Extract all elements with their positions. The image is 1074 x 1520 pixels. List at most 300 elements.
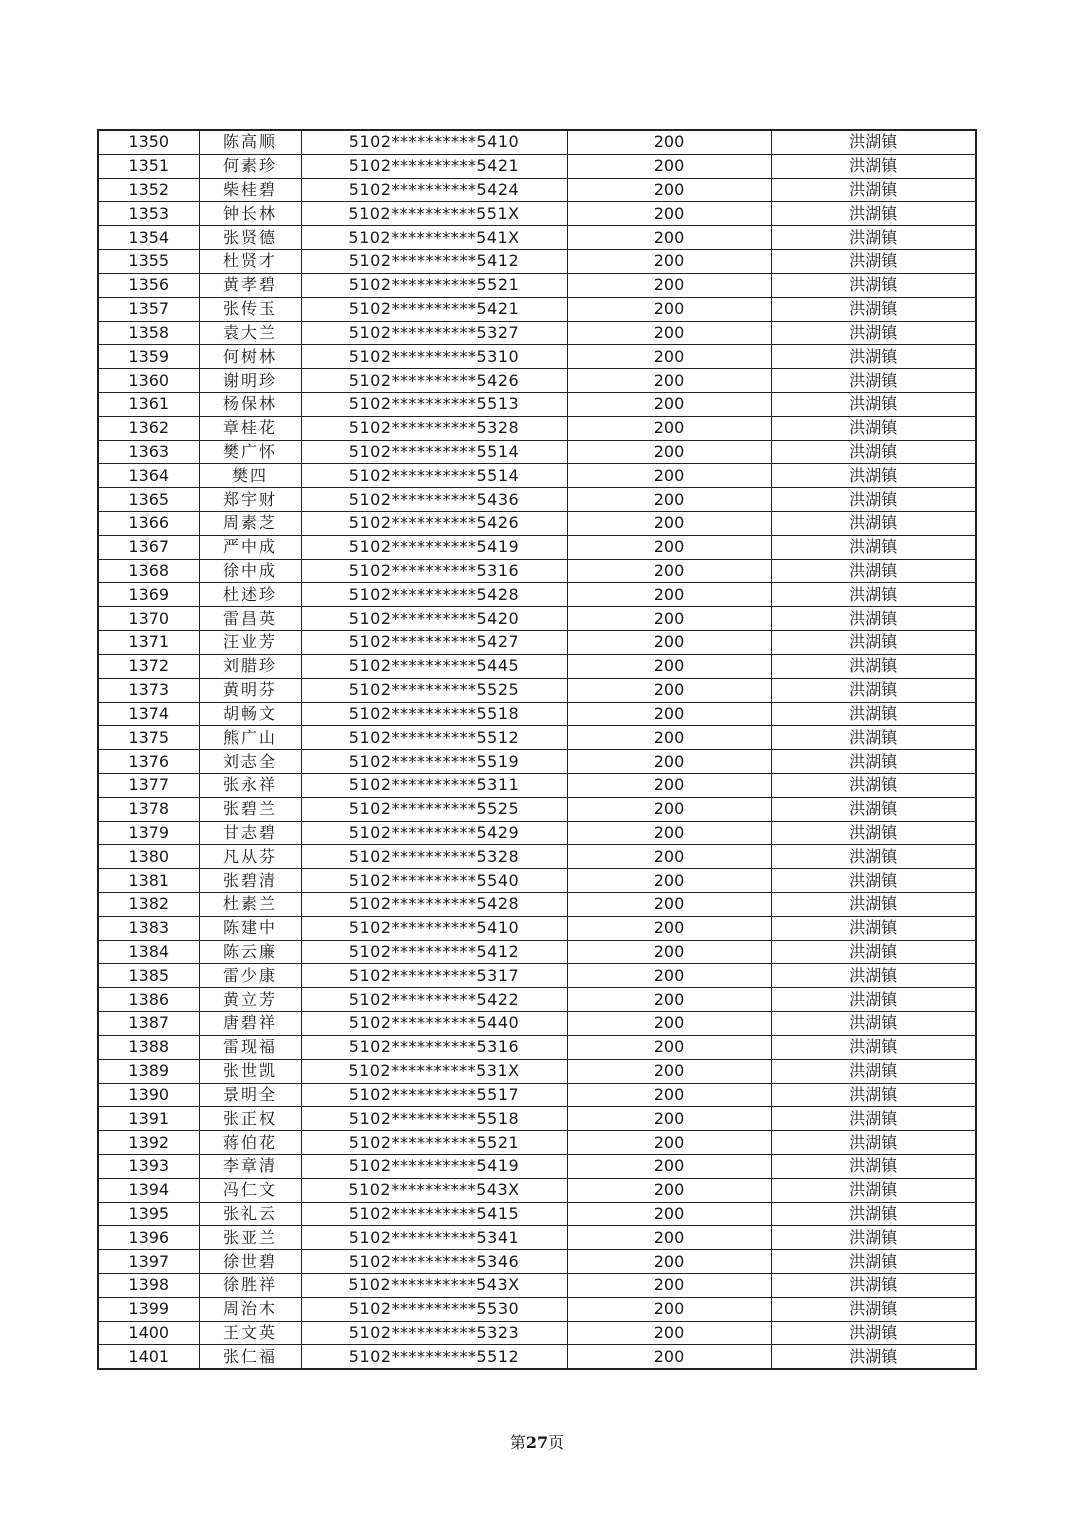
amount-cell: 200 bbox=[567, 678, 771, 702]
town-cell: 洪湖镇 bbox=[771, 488, 976, 512]
town-cell: 洪湖镇 bbox=[771, 226, 976, 250]
town-cell: 洪湖镇 bbox=[771, 1202, 976, 1226]
amount-cell: 200 bbox=[567, 845, 771, 869]
row-number-cell: 1394 bbox=[98, 1178, 199, 1202]
amount-cell: 200 bbox=[567, 1035, 771, 1059]
town-cell: 洪湖镇 bbox=[771, 1274, 976, 1298]
amount-cell: 200 bbox=[567, 750, 771, 774]
table-row bbox=[98, 1154, 976, 1178]
table-row bbox=[98, 345, 976, 369]
id-number-cell: 5102**********5512 bbox=[301, 726, 567, 750]
town-cell: 洪湖镇 bbox=[771, 678, 976, 702]
row-number-cell: 1351 bbox=[98, 154, 199, 178]
name-cell: 杜贤才 bbox=[199, 250, 301, 274]
name-cell: 张世凯 bbox=[199, 1059, 301, 1083]
name-cell: 雷现福 bbox=[199, 1035, 301, 1059]
row-number-cell: 1372 bbox=[98, 654, 199, 678]
town-cell: 洪湖镇 bbox=[771, 583, 976, 607]
town-cell: 洪湖镇 bbox=[771, 416, 976, 440]
id-number-cell: 5102**********5514 bbox=[301, 440, 567, 464]
row-number-cell: 1379 bbox=[98, 821, 199, 845]
name-cell: 唐碧祥 bbox=[199, 1012, 301, 1036]
row-number-cell: 1399 bbox=[98, 1297, 199, 1321]
id-number-cell: 5102**********5415 bbox=[301, 1202, 567, 1226]
id-number-cell: 5102**********5525 bbox=[301, 678, 567, 702]
id-number-cell: 5102**********5341 bbox=[301, 1226, 567, 1250]
amount-cell: 200 bbox=[567, 1083, 771, 1107]
row-number-cell: 1370 bbox=[98, 607, 199, 631]
amount-cell: 200 bbox=[567, 1012, 771, 1036]
id-number-cell: 5102**********5440 bbox=[301, 1012, 567, 1036]
id-number-cell: 5102**********5525 bbox=[301, 797, 567, 821]
town-cell: 洪湖镇 bbox=[771, 130, 976, 154]
row-number-cell: 1388 bbox=[98, 1035, 199, 1059]
row-number-cell: 1358 bbox=[98, 321, 199, 345]
table-row bbox=[98, 154, 976, 178]
row-number-cell: 1363 bbox=[98, 440, 199, 464]
name-cell: 张仁福 bbox=[199, 1345, 301, 1369]
name-cell: 严中成 bbox=[199, 535, 301, 559]
row-number-cell: 1390 bbox=[98, 1083, 199, 1107]
name-cell: 樊四 bbox=[199, 464, 301, 488]
id-number-cell: 5102**********5518 bbox=[301, 1107, 567, 1131]
town-cell: 洪湖镇 bbox=[771, 631, 976, 655]
amount-cell: 200 bbox=[567, 226, 771, 250]
row-number-cell: 1387 bbox=[98, 1012, 199, 1036]
amount-cell: 200 bbox=[567, 916, 771, 940]
row-number-cell: 1401 bbox=[98, 1345, 199, 1369]
town-cell: 洪湖镇 bbox=[771, 964, 976, 988]
table-row bbox=[98, 607, 976, 631]
row-number-cell: 1398 bbox=[98, 1274, 199, 1298]
town-cell: 洪湖镇 bbox=[771, 1035, 976, 1059]
row-number-cell: 1367 bbox=[98, 535, 199, 559]
row-number-cell: 1364 bbox=[98, 464, 199, 488]
row-number-cell: 1369 bbox=[98, 583, 199, 607]
name-cell: 黄孝碧 bbox=[199, 273, 301, 297]
amount-cell: 200 bbox=[567, 345, 771, 369]
table-row bbox=[98, 1035, 976, 1059]
amount-cell: 200 bbox=[567, 821, 771, 845]
table-row bbox=[98, 916, 976, 940]
name-cell: 黄明芬 bbox=[199, 678, 301, 702]
id-number-cell: 5102**********5518 bbox=[301, 702, 567, 726]
town-cell: 洪湖镇 bbox=[771, 535, 976, 559]
id-number-cell: 5102**********5445 bbox=[301, 654, 567, 678]
name-cell: 周治木 bbox=[199, 1297, 301, 1321]
table-row bbox=[98, 964, 976, 988]
table-row bbox=[98, 869, 976, 893]
id-number-cell: 5102**********5521 bbox=[301, 273, 567, 297]
name-cell: 刘腊珍 bbox=[199, 654, 301, 678]
town-cell: 洪湖镇 bbox=[771, 154, 976, 178]
row-number-cell: 1355 bbox=[98, 250, 199, 274]
amount-cell: 200 bbox=[567, 1178, 771, 1202]
amount-cell: 200 bbox=[567, 893, 771, 917]
name-cell: 杜述珍 bbox=[199, 583, 301, 607]
town-cell: 洪湖镇 bbox=[771, 369, 976, 393]
name-cell: 雷少康 bbox=[199, 964, 301, 988]
town-cell: 洪湖镇 bbox=[771, 1321, 976, 1345]
id-number-cell: 5102**********5513 bbox=[301, 392, 567, 416]
town-cell: 洪湖镇 bbox=[771, 250, 976, 274]
amount-cell: 200 bbox=[567, 702, 771, 726]
row-number-cell: 1362 bbox=[98, 416, 199, 440]
row-number-cell: 1395 bbox=[98, 1202, 199, 1226]
amount-cell: 200 bbox=[567, 1226, 771, 1250]
amount-cell: 200 bbox=[567, 726, 771, 750]
id-number-cell: 5102**********5421 bbox=[301, 297, 567, 321]
name-cell: 徐世碧 bbox=[199, 1250, 301, 1274]
town-cell: 洪湖镇 bbox=[771, 392, 976, 416]
table-row bbox=[98, 988, 976, 1012]
name-cell: 郑宇财 bbox=[199, 488, 301, 512]
id-number-cell: 5102**********5519 bbox=[301, 750, 567, 774]
town-cell: 洪湖镇 bbox=[771, 654, 976, 678]
town-cell: 洪湖镇 bbox=[771, 893, 976, 917]
table-row bbox=[98, 1178, 976, 1202]
name-cell: 章桂花 bbox=[199, 416, 301, 440]
name-cell: 蒋伯花 bbox=[199, 1131, 301, 1155]
row-number-cell: 1391 bbox=[98, 1107, 199, 1131]
name-cell: 甘志碧 bbox=[199, 821, 301, 845]
amount-cell: 200 bbox=[567, 178, 771, 202]
name-cell: 陈高顺 bbox=[199, 130, 301, 154]
name-cell: 柴桂碧 bbox=[199, 178, 301, 202]
table-row bbox=[98, 654, 976, 678]
row-number-cell: 1392 bbox=[98, 1131, 199, 1155]
id-number-cell: 5102**********5410 bbox=[301, 130, 567, 154]
name-cell: 何树林 bbox=[199, 345, 301, 369]
id-number-cell: 5102**********5410 bbox=[301, 916, 567, 940]
row-number-cell: 1371 bbox=[98, 631, 199, 655]
table-row bbox=[98, 940, 976, 964]
id-number-cell: 5102**********5419 bbox=[301, 1154, 567, 1178]
table-row bbox=[98, 1226, 976, 1250]
town-cell: 洪湖镇 bbox=[771, 1012, 976, 1036]
amount-cell: 200 bbox=[567, 273, 771, 297]
table-row bbox=[98, 369, 976, 393]
row-number-cell: 1374 bbox=[98, 702, 199, 726]
amount-cell: 200 bbox=[567, 797, 771, 821]
amount-cell: 200 bbox=[567, 1107, 771, 1131]
id-number-cell: 5102**********551X bbox=[301, 202, 567, 226]
town-cell: 洪湖镇 bbox=[771, 440, 976, 464]
id-number-cell: 5102**********5311 bbox=[301, 773, 567, 797]
name-cell: 李章清 bbox=[199, 1154, 301, 1178]
id-number-cell: 5102**********5420 bbox=[301, 607, 567, 631]
id-number-cell: 5102**********5316 bbox=[301, 1035, 567, 1059]
amount-cell: 200 bbox=[567, 1321, 771, 1345]
town-cell: 洪湖镇 bbox=[771, 1178, 976, 1202]
name-cell: 袁大兰 bbox=[199, 321, 301, 345]
page-number: 27 bbox=[525, 1433, 549, 1452]
town-cell: 洪湖镇 bbox=[771, 845, 976, 869]
row-number-cell: 1375 bbox=[98, 726, 199, 750]
town-cell: 洪湖镇 bbox=[771, 940, 976, 964]
town-cell: 洪湖镇 bbox=[771, 916, 976, 940]
town-cell: 洪湖镇 bbox=[771, 297, 976, 321]
id-number-cell: 5102**********5436 bbox=[301, 488, 567, 512]
id-number-cell: 5102**********5419 bbox=[301, 535, 567, 559]
table-row bbox=[98, 273, 976, 297]
name-cell: 黄立芳 bbox=[199, 988, 301, 1012]
table-row bbox=[98, 226, 976, 250]
name-cell: 张碧兰 bbox=[199, 797, 301, 821]
table-row bbox=[98, 250, 976, 274]
town-cell: 洪湖镇 bbox=[771, 821, 976, 845]
row-number-cell: 1396 bbox=[98, 1226, 199, 1250]
id-number-cell: 5102**********5426 bbox=[301, 369, 567, 393]
town-cell: 洪湖镇 bbox=[771, 1226, 976, 1250]
row-number-cell: 1373 bbox=[98, 678, 199, 702]
row-number-cell: 1397 bbox=[98, 1250, 199, 1274]
page-footer-prefix: 第 bbox=[509, 1433, 526, 1452]
town-cell: 洪湖镇 bbox=[771, 1083, 976, 1107]
id-number-cell: 5102**********5512 bbox=[301, 1345, 567, 1369]
town-cell: 洪湖镇 bbox=[771, 1107, 976, 1131]
town-cell: 洪湖镇 bbox=[771, 797, 976, 821]
town-cell: 洪湖镇 bbox=[771, 345, 976, 369]
table-row bbox=[98, 1131, 976, 1155]
amount-cell: 200 bbox=[567, 488, 771, 512]
name-cell: 张贤德 bbox=[199, 226, 301, 250]
row-number-cell: 1384 bbox=[98, 940, 199, 964]
row-number-cell: 1386 bbox=[98, 988, 199, 1012]
town-cell: 洪湖镇 bbox=[771, 869, 976, 893]
town-cell: 洪湖镇 bbox=[771, 750, 976, 774]
table-row bbox=[98, 130, 976, 154]
amount-cell: 200 bbox=[567, 1250, 771, 1274]
table-row bbox=[98, 416, 976, 440]
row-number-cell: 1389 bbox=[98, 1059, 199, 1083]
amount-cell: 200 bbox=[567, 1297, 771, 1321]
id-number-cell: 5102**********5422 bbox=[301, 988, 567, 1012]
row-number-cell: 1385 bbox=[98, 964, 199, 988]
amount-cell: 200 bbox=[567, 464, 771, 488]
row-number-cell: 1361 bbox=[98, 392, 199, 416]
amount-cell: 200 bbox=[567, 1131, 771, 1155]
town-cell: 洪湖镇 bbox=[771, 559, 976, 583]
id-number-cell: 5102**********5412 bbox=[301, 250, 567, 274]
table-row bbox=[98, 1012, 976, 1036]
row-number-cell: 1356 bbox=[98, 273, 199, 297]
amount-cell: 200 bbox=[567, 940, 771, 964]
amount-cell: 200 bbox=[567, 440, 771, 464]
row-number-cell: 1382 bbox=[98, 893, 199, 917]
roster-body bbox=[98, 130, 976, 1369]
town-cell: 洪湖镇 bbox=[771, 726, 976, 750]
name-cell: 杨保林 bbox=[199, 392, 301, 416]
row-number-cell: 1365 bbox=[98, 488, 199, 512]
town-cell: 洪湖镇 bbox=[771, 1131, 976, 1155]
town-cell: 洪湖镇 bbox=[771, 1250, 976, 1274]
name-cell: 樊广怀 bbox=[199, 440, 301, 464]
id-number-cell: 5102**********541X bbox=[301, 226, 567, 250]
name-cell: 景明全 bbox=[199, 1083, 301, 1107]
table-row bbox=[98, 1274, 976, 1298]
amount-cell: 200 bbox=[567, 773, 771, 797]
id-number-cell: 5102**********5424 bbox=[301, 178, 567, 202]
name-cell: 钟长林 bbox=[199, 202, 301, 226]
name-cell: 冯仁文 bbox=[199, 1178, 301, 1202]
table-row bbox=[98, 512, 976, 536]
amount-cell: 200 bbox=[567, 631, 771, 655]
table-row bbox=[98, 773, 976, 797]
table-row bbox=[98, 702, 976, 726]
amount-cell: 200 bbox=[567, 607, 771, 631]
row-number-cell: 1354 bbox=[98, 226, 199, 250]
row-number-cell: 1368 bbox=[98, 559, 199, 583]
table-row bbox=[98, 440, 976, 464]
amount-cell: 200 bbox=[567, 416, 771, 440]
name-cell: 张传玉 bbox=[199, 297, 301, 321]
name-cell: 徐中成 bbox=[199, 559, 301, 583]
table-row bbox=[98, 1107, 976, 1131]
amount-cell: 200 bbox=[567, 1202, 771, 1226]
table-row bbox=[98, 1250, 976, 1274]
amount-cell: 200 bbox=[567, 535, 771, 559]
name-cell: 张永祥 bbox=[199, 773, 301, 797]
id-number-cell: 5102**********5517 bbox=[301, 1083, 567, 1107]
amount-cell: 200 bbox=[567, 869, 771, 893]
id-number-cell: 5102**********543X bbox=[301, 1178, 567, 1202]
table-row bbox=[98, 559, 976, 583]
id-number-cell: 5102**********5428 bbox=[301, 893, 567, 917]
table-row bbox=[98, 1059, 976, 1083]
table-row bbox=[98, 202, 976, 226]
amount-cell: 200 bbox=[567, 964, 771, 988]
table-row bbox=[98, 488, 976, 512]
table-row bbox=[98, 297, 976, 321]
row-number-cell: 1393 bbox=[98, 1154, 199, 1178]
table-row bbox=[98, 797, 976, 821]
id-number-cell: 5102**********5316 bbox=[301, 559, 567, 583]
id-number-cell: 5102**********5346 bbox=[301, 1250, 567, 1274]
name-cell: 张礼云 bbox=[199, 1202, 301, 1226]
table-row bbox=[98, 1083, 976, 1107]
town-cell: 洪湖镇 bbox=[771, 1154, 976, 1178]
table-row bbox=[98, 1345, 976, 1369]
name-cell: 凡从芬 bbox=[199, 845, 301, 869]
table-row bbox=[98, 750, 976, 774]
table-row bbox=[98, 1297, 976, 1321]
table-row bbox=[98, 535, 976, 559]
town-cell: 洪湖镇 bbox=[771, 321, 976, 345]
table-row bbox=[98, 464, 976, 488]
name-cell: 张亚兰 bbox=[199, 1226, 301, 1250]
row-number-cell: 1366 bbox=[98, 512, 199, 536]
table-row bbox=[98, 392, 976, 416]
amount-cell: 200 bbox=[567, 250, 771, 274]
table-row bbox=[98, 178, 976, 202]
row-number-cell: 1350 bbox=[98, 130, 199, 154]
town-cell: 洪湖镇 bbox=[771, 988, 976, 1012]
id-number-cell: 5102**********5421 bbox=[301, 154, 567, 178]
amount-cell: 200 bbox=[567, 583, 771, 607]
amount-cell: 200 bbox=[567, 1274, 771, 1298]
id-number-cell: 5102**********5317 bbox=[301, 964, 567, 988]
table-row bbox=[98, 845, 976, 869]
town-cell: 洪湖镇 bbox=[771, 273, 976, 297]
name-cell: 胡畅文 bbox=[199, 702, 301, 726]
page-footer bbox=[0, 1430, 1074, 1453]
table-row bbox=[98, 321, 976, 345]
row-number-cell: 1377 bbox=[98, 773, 199, 797]
table-row bbox=[98, 1321, 976, 1345]
table-row bbox=[98, 631, 976, 655]
amount-cell: 200 bbox=[567, 202, 771, 226]
id-number-cell: 5102**********5429 bbox=[301, 821, 567, 845]
name-cell: 陈云廉 bbox=[199, 940, 301, 964]
row-number-cell: 1353 bbox=[98, 202, 199, 226]
roster-table bbox=[97, 129, 977, 1370]
id-number-cell: 5102**********5521 bbox=[301, 1131, 567, 1155]
name-cell: 汪业芳 bbox=[199, 631, 301, 655]
id-number-cell: 5102**********5310 bbox=[301, 345, 567, 369]
name-cell: 熊广山 bbox=[199, 726, 301, 750]
row-number-cell: 1381 bbox=[98, 869, 199, 893]
name-cell: 谢明珍 bbox=[199, 369, 301, 393]
table-row bbox=[98, 1202, 976, 1226]
name-cell: 何素珍 bbox=[199, 154, 301, 178]
name-cell: 周素芝 bbox=[199, 512, 301, 536]
amount-cell: 200 bbox=[567, 369, 771, 393]
amount-cell: 200 bbox=[567, 988, 771, 1012]
row-number-cell: 1360 bbox=[98, 369, 199, 393]
town-cell: 洪湖镇 bbox=[771, 202, 976, 226]
name-cell: 徐胜祥 bbox=[199, 1274, 301, 1298]
table-row bbox=[98, 726, 976, 750]
amount-cell: 200 bbox=[567, 654, 771, 678]
row-number-cell: 1357 bbox=[98, 297, 199, 321]
table-row bbox=[98, 678, 976, 702]
page-footer-suffix: 页 bbox=[548, 1433, 565, 1452]
town-cell: 洪湖镇 bbox=[771, 512, 976, 536]
town-cell: 洪湖镇 bbox=[771, 178, 976, 202]
row-number-cell: 1383 bbox=[98, 916, 199, 940]
table-row bbox=[98, 583, 976, 607]
row-number-cell: 1400 bbox=[98, 1321, 199, 1345]
row-number-cell: 1380 bbox=[98, 845, 199, 869]
amount-cell: 200 bbox=[567, 154, 771, 178]
row-number-cell: 1359 bbox=[98, 345, 199, 369]
town-cell: 洪湖镇 bbox=[771, 773, 976, 797]
amount-cell: 200 bbox=[567, 130, 771, 154]
name-cell: 陈建中 bbox=[199, 916, 301, 940]
id-number-cell: 5102**********5427 bbox=[301, 631, 567, 655]
id-number-cell: 5102**********543X bbox=[301, 1274, 567, 1298]
town-cell: 洪湖镇 bbox=[771, 464, 976, 488]
amount-cell: 200 bbox=[567, 392, 771, 416]
row-number-cell: 1378 bbox=[98, 797, 199, 821]
table-row bbox=[98, 893, 976, 917]
town-cell: 洪湖镇 bbox=[771, 1297, 976, 1321]
id-number-cell: 5102**********5540 bbox=[301, 869, 567, 893]
id-number-cell: 5102**********5530 bbox=[301, 1297, 567, 1321]
id-number-cell: 5102**********5328 bbox=[301, 416, 567, 440]
name-cell: 张正权 bbox=[199, 1107, 301, 1131]
town-cell: 洪湖镇 bbox=[771, 1345, 976, 1369]
row-number-cell: 1376 bbox=[98, 750, 199, 774]
town-cell: 洪湖镇 bbox=[771, 607, 976, 631]
amount-cell: 200 bbox=[567, 512, 771, 536]
row-number-cell: 1352 bbox=[98, 178, 199, 202]
id-number-cell: 5102**********5412 bbox=[301, 940, 567, 964]
name-cell: 刘志全 bbox=[199, 750, 301, 774]
amount-cell: 200 bbox=[567, 559, 771, 583]
id-number-cell: 5102**********5426 bbox=[301, 512, 567, 536]
